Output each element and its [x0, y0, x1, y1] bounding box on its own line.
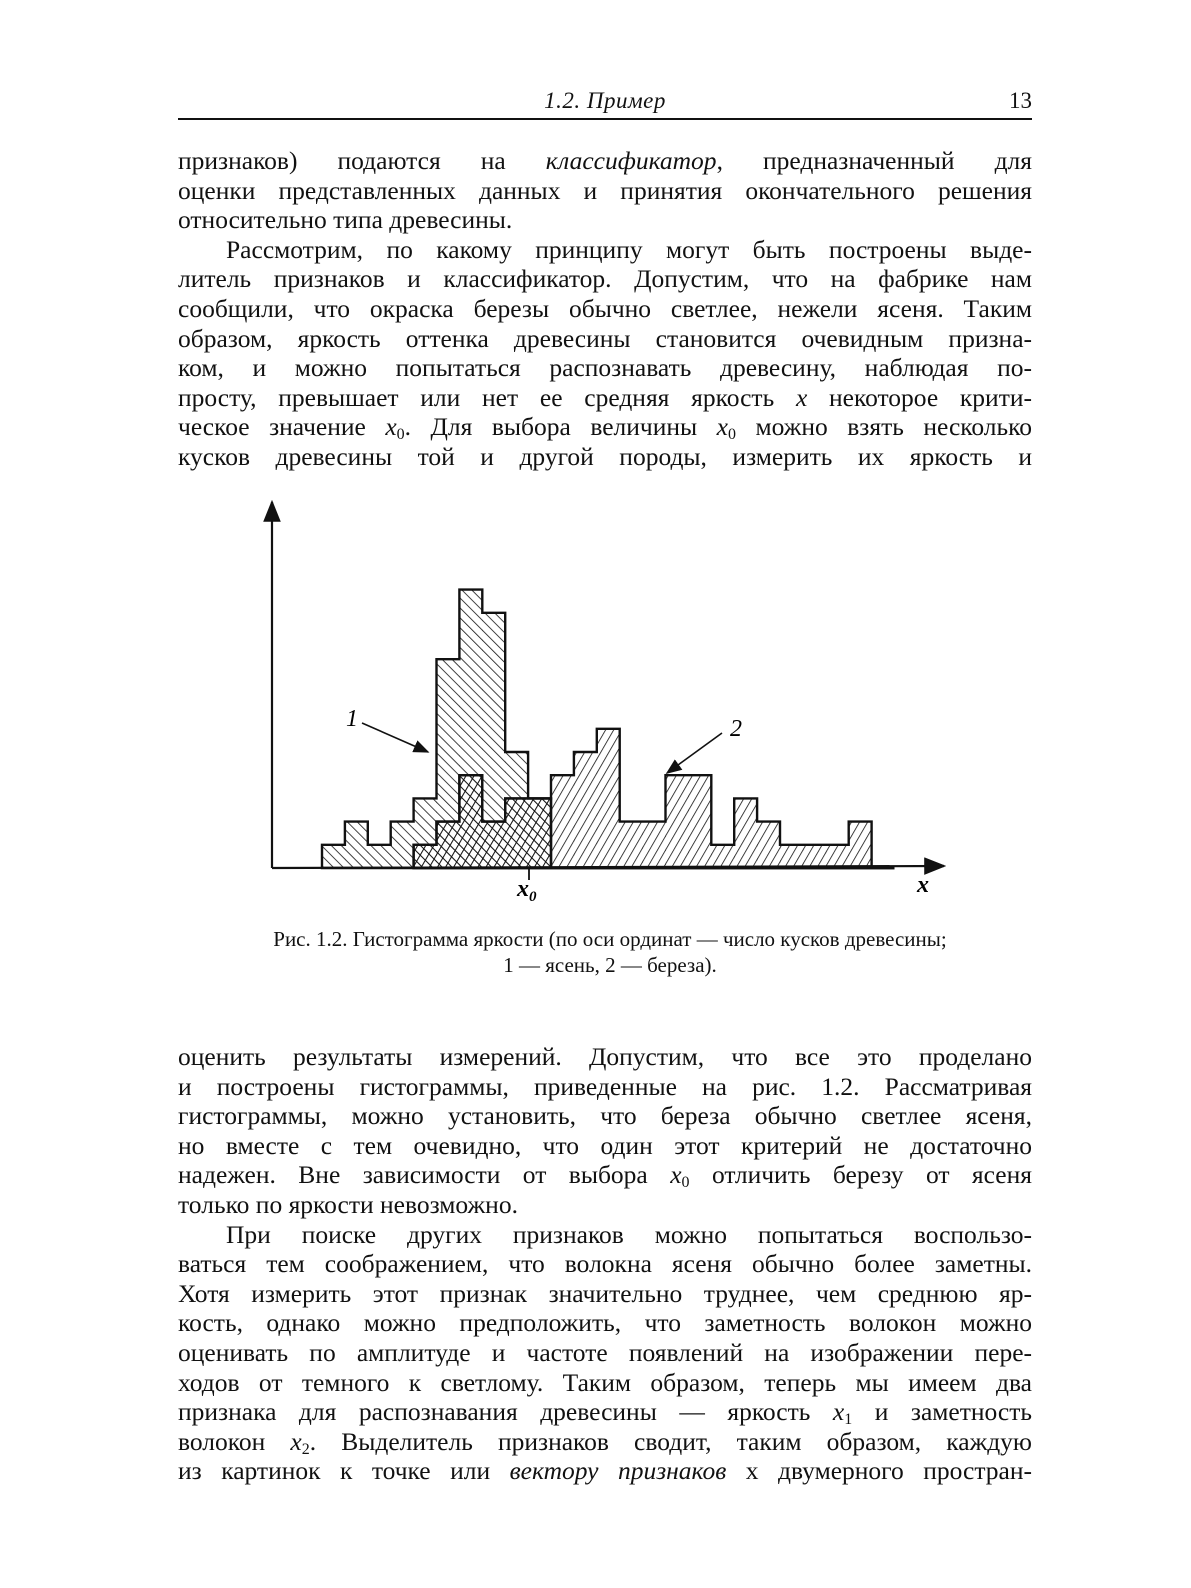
histogram-bin	[459, 775, 482, 868]
text-line: оценить результаты измерений. Допустим, что все это проделано	[178, 1042, 1032, 1071]
histogram-bin	[551, 775, 574, 868]
histogram-bin	[780, 845, 803, 868]
text-line: ваться тем соображением, что волокна ясеня обычно более заметны.	[178, 1249, 1032, 1279]
text-line: оценки представленных данных и принятия окончательного решения	[178, 175, 1032, 205]
histogram-bin	[666, 775, 689, 868]
running-header	[178, 88, 1032, 122]
histogram-bin	[757, 822, 780, 868]
text-line: относительно типа древесины.	[178, 205, 513, 235]
text-line: образом, яркость оттенка древесины становится очевидным призна-	[178, 323, 1032, 353]
bottom-paragraphs	[178, 1042, 1032, 1486]
histogram-bin	[803, 845, 826, 868]
label-2-arrow	[667, 733, 722, 773]
text-line: ходов от темного к светлому. Таким образом, теперь мы имеем два	[178, 1367, 1032, 1397]
text-line: волокон $x_2$. Выделитель признаков сводит, таким образом, каждую	[178, 1426, 1032, 1458]
text-line: признака для распознавания древесины — яркость $x_1$ и заметность	[178, 1397, 1033, 1429]
histogram-figure	[250, 490, 970, 910]
histogram-bin	[711, 845, 734, 868]
histogram-bin	[849, 822, 872, 868]
text-line: и построены гистограммы, приведенные на рис. 1.2. Рассматривая	[178, 1071, 1032, 1101]
histogram-bin	[345, 822, 368, 868]
histogram-bin	[574, 752, 597, 868]
section-title: 1.2. Пример	[544, 88, 666, 113]
histogram-bin	[322, 845, 345, 868]
text-line: надежен. Вне зависимости от выбора $x_0$ отличить березу от ясеня	[178, 1160, 1032, 1192]
figure-caption	[190, 926, 1030, 978]
histogram-bin	[437, 822, 460, 868]
text-line: только по яркости невозможно.	[178, 1189, 518, 1219]
text-line: гистограммы, можно установить, что береза обычно светлее ясеня,	[178, 1101, 1032, 1131]
label-1-arrow	[362, 723, 428, 752]
text-line: Рассмотрим, по какому принципу могут быть построены выде-	[226, 234, 1032, 264]
text-line: сообщили, что окраска березы обычно светлее, нежели ясеня. Таким	[178, 293, 1032, 323]
text-line: ком, и можно попытаться распознавать древесину, наблюдая по-	[178, 353, 1032, 383]
series-2-label: 2	[730, 716, 742, 742]
histogram-chart	[250, 490, 970, 910]
text-line: ческое значение $x_0$. Для выбора величины $x_0$ можно взять несколько	[178, 412, 1032, 444]
histogram-bin	[391, 822, 414, 868]
caption-line-1: Рис. 1.2. Гистограмма яркости (по оси ординат — число кусков древесины;	[273, 927, 947, 951]
text-line: кость, однако можно предположить, что заметность волокон можно	[178, 1308, 1032, 1338]
histogram-bin	[597, 729, 620, 868]
histogram-bin	[688, 775, 711, 868]
threshold-label: $x_0$	[517, 876, 537, 905]
histogram-bin	[734, 798, 757, 868]
histogram-bin	[826, 845, 849, 868]
text-line: При поиске других признаков можно попытаться воспользо-	[226, 1219, 1032, 1249]
series-1-label: 1	[346, 706, 358, 732]
text-line: признаков) подаются на классификатор, предназначенный для	[178, 146, 1033, 175]
text-line: просту, превышает или нет ее средняя яркость x некоторое крити-	[178, 382, 1032, 412]
text-line: литель признаков и классификатор. Допустим, что на фабрике нам	[178, 264, 1032, 294]
text-line: оценивать по амплитуде и частоте появлений на изображении пере-	[178, 1337, 1032, 1367]
histogram-bin	[368, 845, 391, 868]
histogram-bin	[505, 798, 528, 868]
histogram-bin	[620, 822, 643, 868]
text-line: но вместе с тем очевидно, что один этот критерий не достаточно	[178, 1130, 1032, 1160]
top-paragraphs	[178, 146, 1032, 472]
text-line: из картинок к точке или вектору признаков x двумерного простран-	[178, 1456, 1032, 1486]
header-rule	[178, 118, 1032, 120]
histogram-bin	[414, 845, 437, 868]
histogram-bin	[482, 822, 505, 868]
x-axis-label: x	[917, 872, 929, 898]
text-line: Хотя измерить этот признак значительно труднее, чем среднюю яр-	[178, 1278, 1032, 1308]
text-line: кусков древесины той и другой породы, измерить их яркость и	[178, 441, 1032, 471]
histogram-bin	[528, 798, 551, 868]
page-number: 13	[1009, 88, 1032, 113]
histogram-bin	[643, 822, 666, 868]
caption-line-2: 1 — ясень, 2 — береза).	[503, 953, 717, 977]
